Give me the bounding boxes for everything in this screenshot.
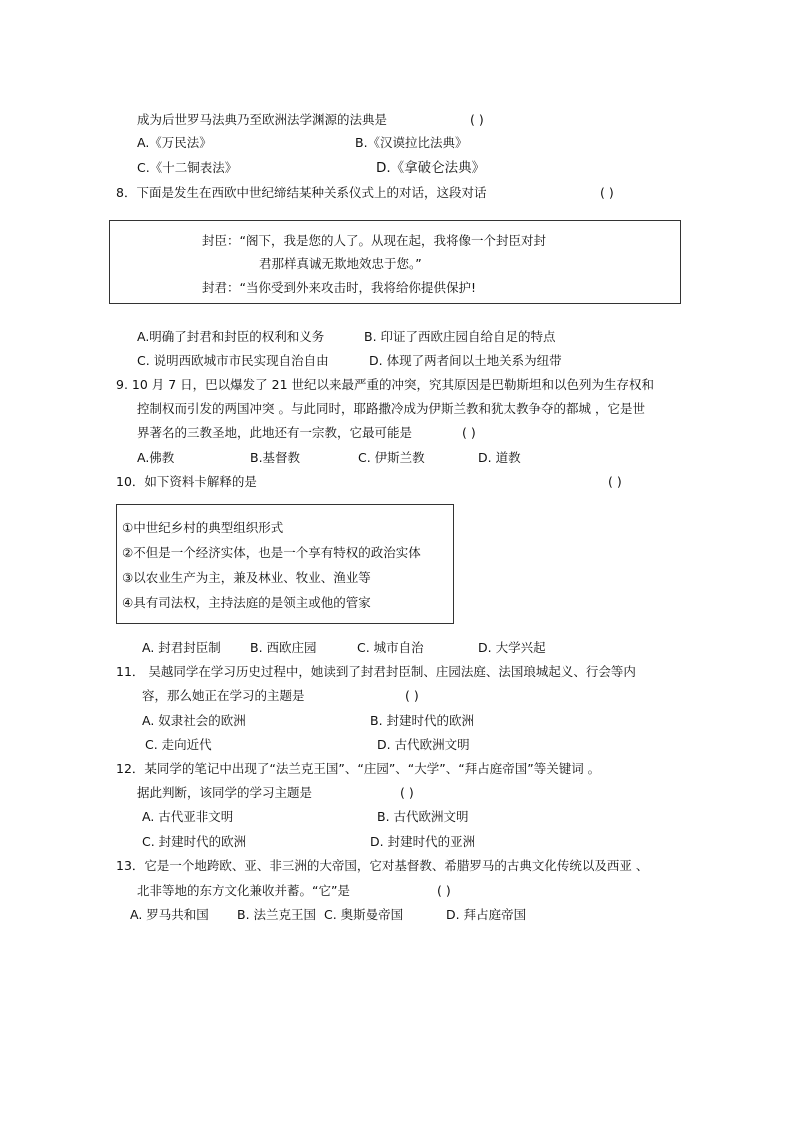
q8-quote-line3: 封君：“当你受到外来攻击时，我将给你提供保护! xyxy=(202,280,476,295)
q10-option-c: C. 城市自治 xyxy=(357,640,424,655)
q11-option-d: D. 古代欧洲文明 xyxy=(377,737,470,752)
q10-card-item: ③以农业生产为主，兼及林业、牧业、渔业等 xyxy=(122,570,371,585)
q13-option-c: C. 奥斯曼帝国 xyxy=(324,907,404,922)
q13-line1: 13．它是一个地跨欧、亚、非三洲的大帝国，它对基督教、希腊罗马的古典文化传统以及西亚 、 xyxy=(116,858,649,873)
q12-option-a: A. 古代亚非文明 xyxy=(142,809,234,824)
q9-answer-paren: ( ) xyxy=(462,425,476,440)
q7-answer-paren: ( ) xyxy=(470,112,484,127)
q12-option-b: B. 古代欧洲文明 xyxy=(377,809,469,824)
q9-option-d: D. 道教 xyxy=(478,450,521,465)
q7-option-b: B.《汉谟拉比法典》 xyxy=(355,135,468,150)
q8-answer-paren: ( ) xyxy=(600,185,614,200)
q8-option-a: A.明确了封君和封臣的权利和义务 xyxy=(137,329,325,344)
q13-answer-paren: ( ) xyxy=(437,883,451,898)
q12-line2: 据此判断，该同学的学习主题是 xyxy=(137,785,313,800)
q11-option-b: B. 封建时代的欧洲 xyxy=(370,713,475,728)
q12-option-c: C. 封建时代的欧洲 xyxy=(142,834,247,849)
q7-option-c: C.《十二铜表法》 xyxy=(137,160,238,175)
q13-option-d: D. 拜占庭帝国 xyxy=(446,907,527,922)
q7-option-d: D.《拿破仑法典》 xyxy=(376,160,486,176)
q10-stem: 10．如下资料卡解释的是 xyxy=(116,474,257,489)
q12-line1: 12．某同学的笔记中出现了“法兰克王国”、“庄园”、“大学”、“拜占庭帝国”等关键词 。 xyxy=(116,761,601,776)
q8-option-c: C. 说明西欧城市市民实现自治自由 xyxy=(137,353,329,368)
q11-line2: 容，那么她正在学习的主题是 xyxy=(142,688,305,703)
q13-line2: 北非等地的东方文化兼收并蓄。“它”是 xyxy=(137,883,350,898)
q7-stem: 成为后世罗马法典乃至欧洲法学渊源的法典是 xyxy=(137,112,388,127)
q11-answer-paren: ( ) xyxy=(405,688,419,703)
q10-option-d: D. 大学兴起 xyxy=(478,640,546,655)
q12-option-d: D. 封建时代的亚洲 xyxy=(370,834,476,849)
q10-card-item: ④具有司法权，主持法庭的是领主或他的管家 xyxy=(122,595,371,610)
q13-option-a: A. 罗马共和国 xyxy=(130,907,209,922)
q10-option-b: B. 西欧庄园 xyxy=(250,640,317,655)
q8-quote-line1: 封臣：“阁下，我是您的人了。从现在起，我将像一个封臣对封 xyxy=(202,233,546,248)
q11-line1: 11． 吴越同学在学习历史过程中，她读到了封君封臣制、庄园法庭、法国琅城起义、行会等内 xyxy=(116,664,636,679)
q7-option-a: A.《万民法》 xyxy=(137,135,212,150)
q9-line2: 控制权而引发的两国冲突 。与此同时，耶路撒冷成为伊斯兰教和犹太教争夺的都城 ，它是世 xyxy=(137,401,645,416)
q10-card-item: ②不但是一个经济实体，也是一个享有特权的政治实体 xyxy=(122,545,421,560)
q11-option-c: C. 走向近代 xyxy=(145,737,212,752)
q12-answer-paren: ( ) xyxy=(400,785,414,800)
q11-option-a: A. 奴隶社会的欧洲 xyxy=(142,713,246,728)
q10-info-card xyxy=(116,504,454,624)
q9-option-a: A.佛教 xyxy=(137,450,175,465)
q8-option-b: B. 印证了西欧庄园自给自足的特点 xyxy=(364,329,556,344)
q9-option-b: B.基督教 xyxy=(250,450,301,465)
q9-line1: 9. 10 月 7 日，巴以爆发了 21 世纪以来最严重的冲突，究其原因是巴勒斯坦和以色列为生存权和 xyxy=(116,377,655,392)
q10-option-a: A. 封君封臣制 xyxy=(142,640,221,655)
q8-stem: 8．下面是发生在西欧中世纪缔结某种关系仪式上的对话，这段对话 xyxy=(116,185,487,200)
q9-line3: 界著名的三教圣地，此地还有一宗教，它最可能是 xyxy=(137,425,413,440)
q8-option-d: D. 体现了两者间以土地关系为纽带 xyxy=(369,353,562,368)
q13-option-b: B. 法兰克王国 xyxy=(237,907,317,922)
q8-quote-line2: 君那样真诚无欺地效忠于您。” xyxy=(259,256,422,271)
q10-answer-paren: ( ) xyxy=(608,474,622,489)
q9-option-c: C. 伊斯兰教 xyxy=(358,450,425,465)
q10-card-item: ①中世纪乡村的典型组织形式 xyxy=(122,520,284,535)
q8-quote-box xyxy=(109,220,681,304)
